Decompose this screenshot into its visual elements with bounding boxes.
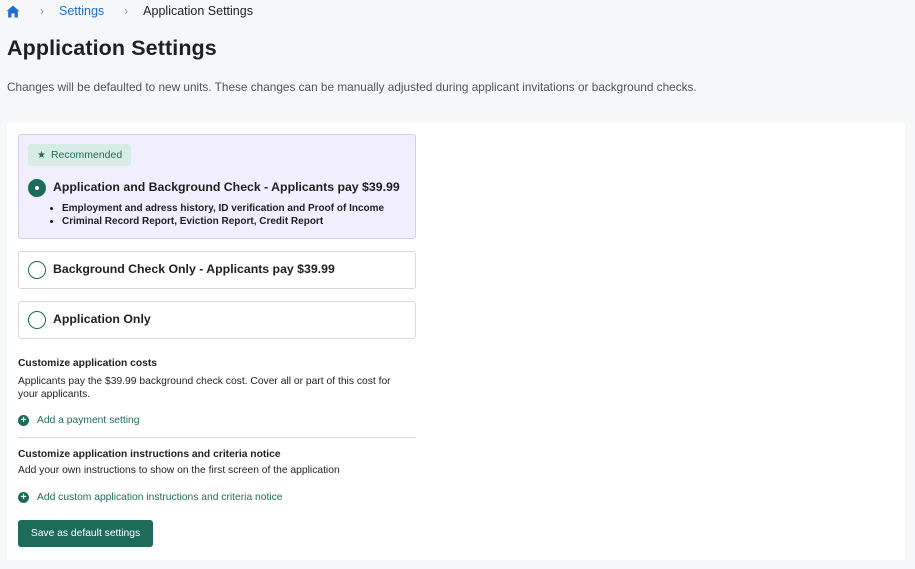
plus-circle-icon: + [18, 415, 29, 426]
option-label: Application Only [53, 312, 151, 326]
page-description: Changes will be defaulted to new units. These changes can be manually adjusted during applicant invitations or background checks. [7, 80, 697, 94]
costs-text: Applicants pay the $39.99 background check cost. Cover all or part of this cost for your applicants. [18, 376, 391, 400]
instructions-title: Customize application instructions and criteria notice [18, 449, 281, 460]
option-label: Application and Background Check - Applicants pay $39.99 [53, 180, 400, 194]
divider [18, 437, 416, 438]
costs-title: Customize application costs [18, 358, 158, 369]
radio-application-and-background-check[interactable] [28, 179, 46, 197]
add-payment-setting-link[interactable] [18, 415, 139, 426]
radio-application-only[interactable] [28, 311, 46, 329]
breadcrumb-settings[interactable]: Settings [59, 4, 105, 18]
add-instructions-link[interactable] [18, 492, 283, 503]
breadcrumb-separator: › [124, 4, 129, 18]
save-default-settings-button[interactable]: Save as default settings [18, 520, 153, 547]
option-application-only[interactable] [18, 301, 416, 339]
recommended-badge [28, 144, 131, 166]
add-instructions-label: Add custom application instructions and criteria notice [37, 492, 283, 503]
add-payment-setting-label: Add a payment setting [37, 415, 140, 426]
badge-label: Recommended [50, 149, 123, 161]
option-label: Background Check Only - Applicants pay $39.99 [53, 262, 335, 276]
feature-item: • Criminal Record Report, Eviction Report, Credit Report [62, 215, 384, 228]
feature-item: • Employment and adress history, ID verification and Proof of Income [62, 202, 384, 215]
option-application-and-background-check[interactable] [18, 134, 416, 239]
breadcrumb-current: Application Settings [143, 4, 253, 18]
page-title: Application Settings [7, 36, 217, 60]
radio-background-check-only[interactable] [28, 261, 46, 279]
star-icon: ★ [37, 149, 46, 161]
feature-list [62, 202, 384, 228]
home-icon[interactable] [6, 4, 20, 18]
option-background-check-only[interactable] [18, 251, 416, 289]
instructions-text: Add your own instructions to show on the first screen of the application [18, 465, 340, 476]
breadcrumb-separator: › [40, 4, 44, 18]
breadcrumb [6, 3, 253, 19]
settings-card [7, 122, 905, 560]
plus-circle-icon: + [18, 492, 29, 503]
